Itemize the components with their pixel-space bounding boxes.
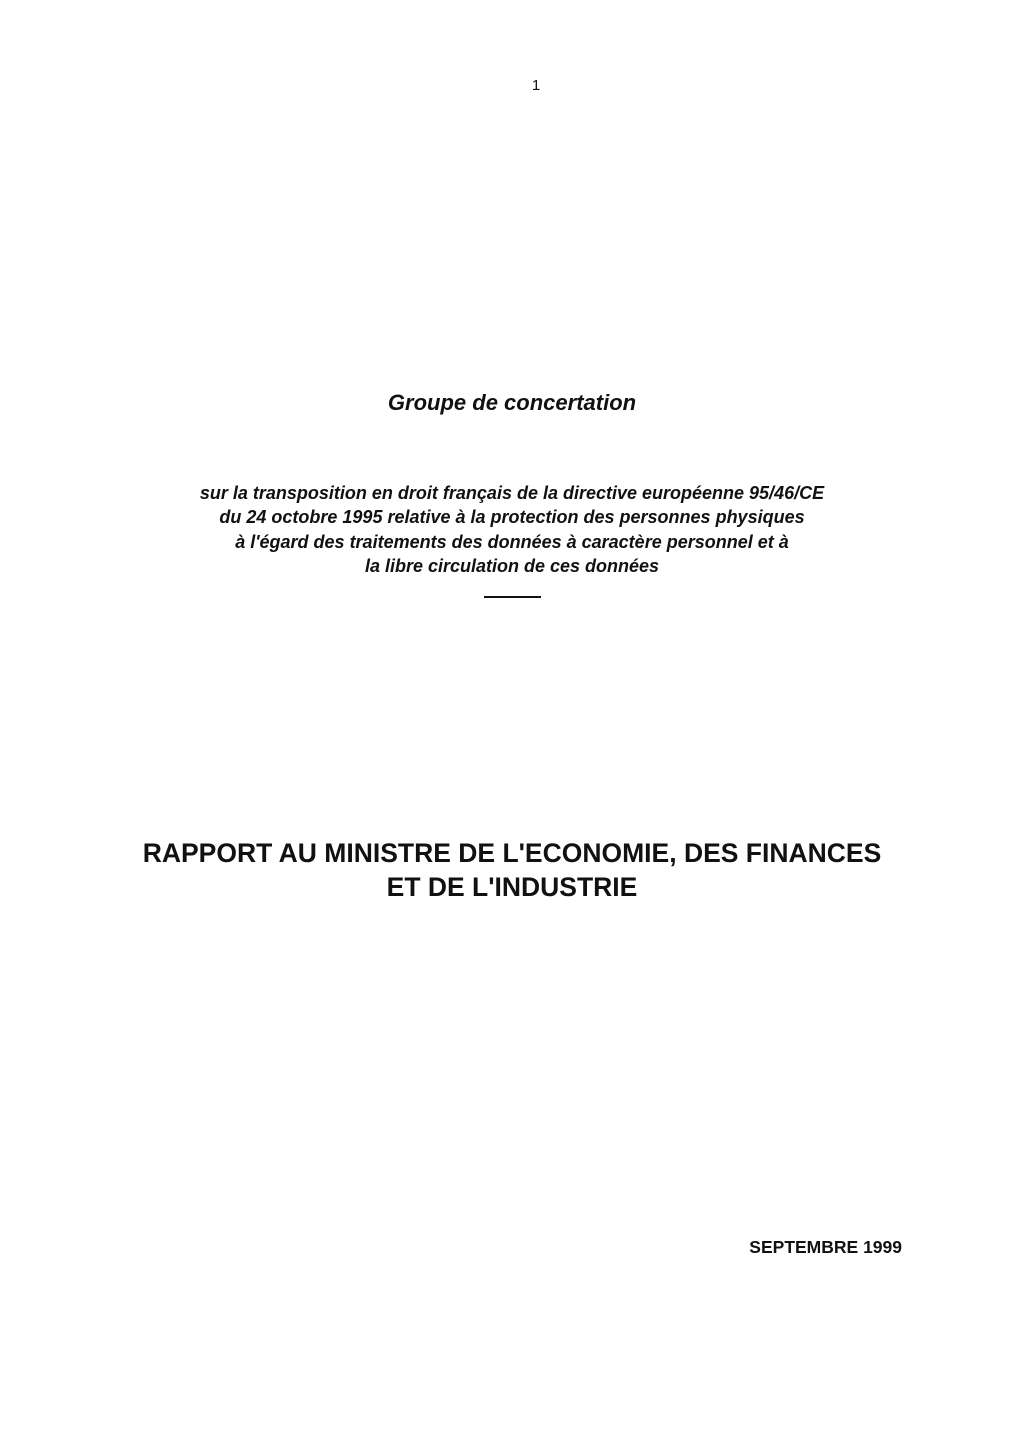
report-title-line: RAPPORT AU MINISTRE DE L'ECONOMIE, DES FINANCES (142, 838, 882, 868)
report-date: SEPTEMBRE 1999 (749, 1237, 902, 1257)
report-title-line: ET DE L'INDUSTRIE (386, 872, 638, 902)
subtitle-line: à l'égard des traitements des données à caractère personnel et à (235, 531, 789, 552)
page-number: 1 (531, 77, 541, 94)
group-title: Groupe de concertation (387, 390, 637, 415)
subtitle (0, 481, 1024, 578)
subtitle-line: du 24 octobre 1995 relative à la protection des personnes physiques (219, 507, 805, 528)
separator-line (484, 596, 541, 598)
subtitle-line: la libre circulation de ces données (364, 555, 660, 576)
report-title (0, 836, 1024, 904)
subtitle-line: sur la transposition en droit français de la directive européenne 95/46/CE (199, 483, 825, 503)
